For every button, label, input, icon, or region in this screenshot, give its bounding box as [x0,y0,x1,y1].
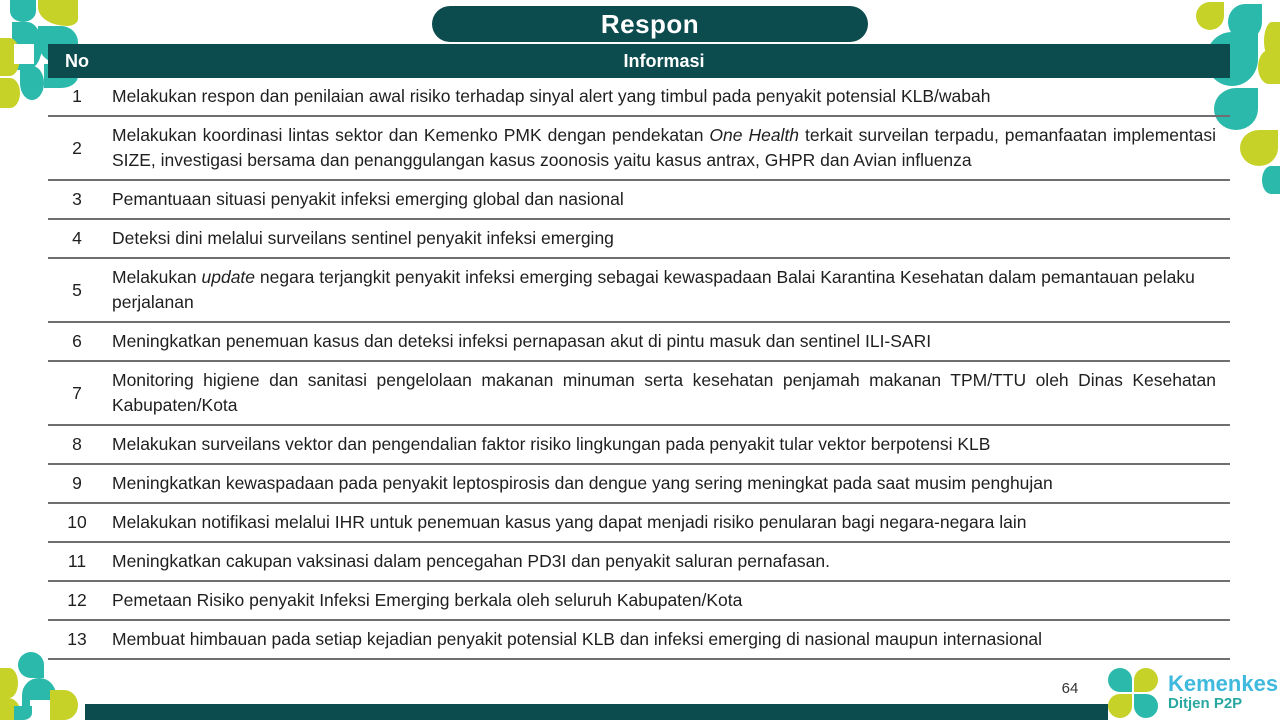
page-number: 64 [1061,680,1079,697]
column-header-no: No [65,50,89,71]
row-info-text: Membuat himbauan pada setiap kejadian penyakit potensial KLB dan infeksi emerging di nasional maupun internasional [112,629,1043,649]
petal-shape [1196,2,1224,30]
table-row [48,220,1230,259]
kemenkes-logo-icon [1108,668,1160,718]
row-info-text: Monitoring higiene dan sanitasi pengelolaan makanan minuman serta kesehatan penjamah makanan TPM/TTU oleh Dinas Kesehatan Kabupaten/Kota [112,370,1216,415]
row-info-text: Melakukan respon dan penilaian awal risiko terhadap sinyal alert yang timbul pada penyakit potensial KLB/wabah [112,86,991,106]
page-title: Respon [600,8,700,39]
kemenkes-logo [1108,668,1278,718]
table-body [48,78,1230,660]
petal-shape [0,78,20,108]
table-row [48,362,1230,426]
footer-bar [85,704,1108,720]
table-row [48,465,1230,504]
petal-shape [1258,50,1280,84]
row-number: 3 [72,189,82,209]
table-row [48,582,1230,621]
table-row [48,117,1230,181]
table-row [48,181,1230,220]
row-number: 12 [67,590,87,610]
row-number: 13 [67,629,87,649]
logo-text [1168,673,1278,713]
row-number: 10 [67,512,87,532]
petal-shape [1240,130,1278,166]
petal-shape [50,690,78,720]
table-row [48,426,1230,465]
petal-shape [14,44,34,64]
table-row [48,323,1230,362]
column-header-informasi: Informasi [623,50,705,71]
row-number: 7 [72,382,82,403]
row-number: 5 [72,279,82,300]
slide-title-pill [432,6,868,42]
row-info-text: Pemetaan Risiko penyakit Infeksi Emerging berkala oleh seluruh Kabupaten/Kota [112,590,743,610]
logo-petal [1108,668,1132,692]
row-info-text: Melakukan update negara terjangkit penyakit infeksi emerging sebagai kewaspadaan Balai Karantina Kesehatan dalam pemantauan pelaku perjalanan [112,267,1195,312]
table-row [48,621,1230,660]
row-number: 8 [72,434,82,454]
row-number: 2 [72,137,82,158]
petal-shape [20,66,44,100]
logo-petal [1134,694,1158,718]
row-info-text: Melakukan notifikasi melalui IHR untuk penemuan kasus yang dapat menjadi risiko penularan bagi negara-negara lain [112,512,1027,532]
petal-shape [38,0,78,26]
row-info-text: Melakukan surveilans vektor dan pengendalian faktor risiko lingkungan pada penyakit tular vektor berpotensi KLB [112,434,991,454]
logo-subtitle: Ditjen P2P [1168,695,1243,712]
table-row [48,259,1230,323]
petal-shape [10,0,36,22]
table-row [48,543,1230,582]
row-number: 6 [72,331,82,351]
petal-shape [14,706,32,720]
row-info-text: Meningkatkan penemuan kasus dan deteksi infeksi pernapasan akut di pintu masuk dan sentinel ILI-SARI [112,331,932,351]
logo-brand-name: Kemenkes [1168,671,1279,696]
row-number: 4 [72,228,82,248]
logo-petal [1134,668,1158,692]
row-info-text: Deteksi dini melalui surveilans sentinel penyakit infeksi emerging [112,228,614,248]
row-number: 9 [72,473,82,493]
petal-shape [30,700,50,720]
respon-table [48,44,1230,660]
row-info-text: Meningkatkan kewaspadaan pada penyakit leptospirosis dan dengue yang sering meningkat pada saat musim penghujan [112,473,1053,493]
row-info-text: Meningkatkan cakupan vaksinasi dalam pencegahan PD3I dan penyakit saluran pernafasan. [112,551,830,571]
row-info-text: Melakukan koordinasi lintas sektor dan Kemenko PMK dengan pendekatan One Health terkait surveilan terpadu, pemanfaatan implementasi SIZE, investigasi bersama dan penanggulangan kasus zoonosis yaitu kasus antrax, GHPR dan Avian influenza [112,125,1216,170]
row-number: 11 [67,551,87,571]
table-header-row [48,44,1230,78]
petal-shape [1262,166,1280,194]
logo-petal [1108,694,1132,718]
row-info-text: Pemantuaan situasi penyakit infeksi emerging global dan nasional [112,189,624,209]
table-row [48,504,1230,543]
petal-shape [18,652,44,678]
row-number: 1 [72,86,82,106]
petal-shape [0,668,18,698]
table-row [48,78,1230,117]
